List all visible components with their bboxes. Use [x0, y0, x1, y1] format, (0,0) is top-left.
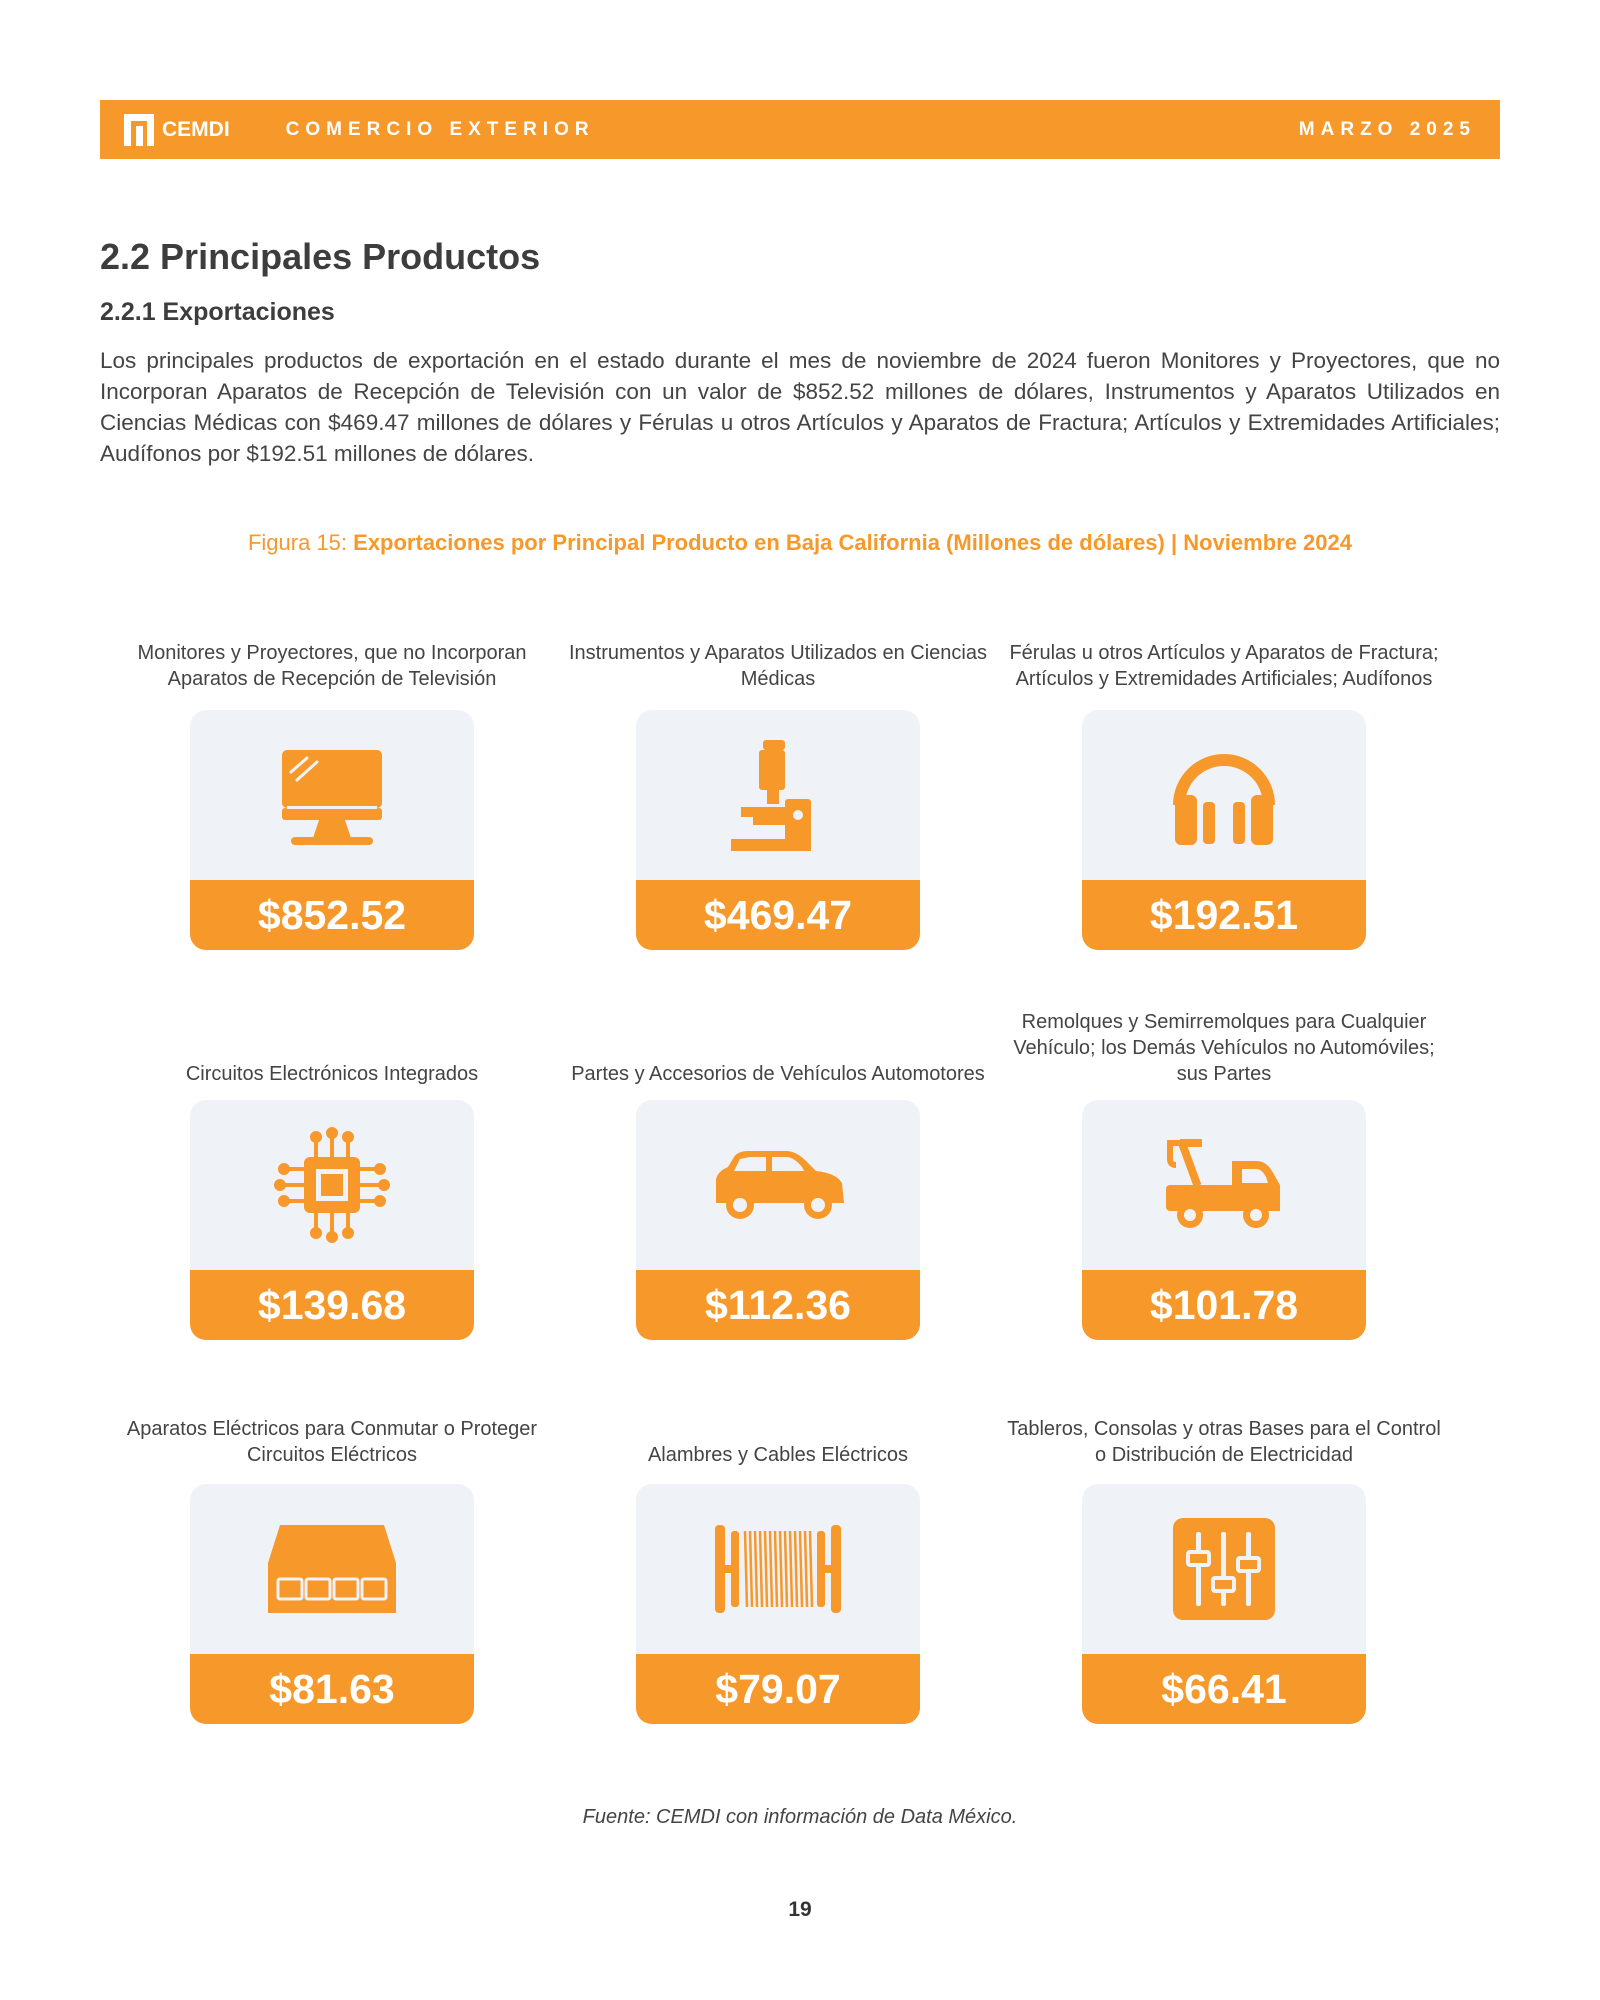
product-value: $469.47: [703, 891, 853, 938]
monitor-icon: [277, 740, 387, 850]
figure-title: Exportaciones por Principal Producto en Baja California (Millones de dólares) | Noviembre 2024: [353, 530, 1353, 555]
car-icon: [708, 1145, 848, 1225]
section-title: 2.2 Principales Productos: [100, 236, 541, 277]
figure-caption: [0, 530, 1600, 556]
cemdi-logo-icon: [124, 114, 154, 146]
figure-prefix: Figura 15:: [247, 530, 354, 555]
page-number: 19: [788, 1898, 812, 1921]
product-card: [1082, 1100, 1366, 1340]
product-value: $81.63: [269, 1665, 395, 1712]
product-label: Partes y Accesorios de Vehículos Automotores: [571, 1063, 985, 1085]
product-card: [1082, 710, 1366, 950]
cemdi-logo: [124, 114, 230, 146]
product-value: $79.07: [715, 1665, 841, 1712]
product-label: Férulas u otros Artículos y Aparatos de Fractura; Artículos y Extremidades Artificiales; Audífonos: [1009, 642, 1439, 690]
product-value: $66.41: [1161, 1665, 1287, 1712]
header-section-title: COMERCIO EXTERIOR: [285, 118, 595, 140]
product-label: Remolques y Semirremolques para Cualquier Vehículo; los Demás Vehículos no Automóviles; sus Partes: [1013, 1011, 1435, 1085]
header-bar: [100, 100, 1500, 159]
product-label: Alambres y Cables Eléctricos: [647, 1444, 909, 1466]
microscope-icon: [723, 735, 833, 855]
logo-text: CEMDI: [162, 117, 230, 141]
cable-spool-icon: [711, 1519, 845, 1619]
headphones-icon: [1169, 740, 1279, 850]
product-label: Circuitos Electrónicos Integrados: [185, 1063, 479, 1085]
intro-paragraph: Los principales productos de exportación en el estado durante el mes de noviembre de 2024 fueron Monitores y Proyectores, que no Incorporan Aparatos de Recepción de Televisión con un valor de $852.52 millones de dólares, Instrumentos y Aparatos Utilizados en Ciencias Médicas con $469.47 millones de dólares y Férulas u otros Artículos y Aparatos de Fractura; Artículos y Extremidades Artificiales; Audífonos por $192.51 millones de dólares.: [100, 348, 1500, 466]
product-card: [190, 710, 474, 950]
product-card: [636, 1484, 920, 1724]
tow-truck-icon: [1162, 1133, 1286, 1237]
header-date: MARZO 2025: [1298, 118, 1476, 140]
product-value: $101.78: [1149, 1281, 1299, 1328]
product-value: $139.68: [257, 1281, 407, 1328]
product-card: [636, 1100, 920, 1340]
chip-icon: [274, 1127, 390, 1243]
product-value: $192.51: [1149, 891, 1299, 938]
product-card: [190, 1100, 474, 1340]
product-label: Aparatos Eléctricos para Conmutar o Proteger Circuitos Eléctricos: [126, 1418, 538, 1466]
product-value: $852.52: [257, 891, 407, 938]
control-panel-icon: [1169, 1514, 1279, 1624]
product-label: Monitores y Proyectores, que no Incorporan Aparatos de Recepción de Televisión: [137, 642, 527, 690]
product-label: Instrumentos y Aparatos Utilizados en Ciencias Médicas: [569, 642, 987, 690]
product-card: [636, 710, 920, 950]
source-note: Fuente: CEMDI con información de Data México.: [582, 1806, 1018, 1828]
product-card: [190, 1484, 474, 1724]
product-label: Tableros, Consolas y otras Bases para el Control o Distribución de Electricidad: [1007, 1418, 1441, 1466]
product-value: $112.36: [705, 1281, 851, 1328]
subsection-title: 2.2.1 Exportaciones: [100, 298, 335, 326]
network-switch-icon: [262, 1519, 402, 1619]
product-card: [1082, 1484, 1366, 1724]
